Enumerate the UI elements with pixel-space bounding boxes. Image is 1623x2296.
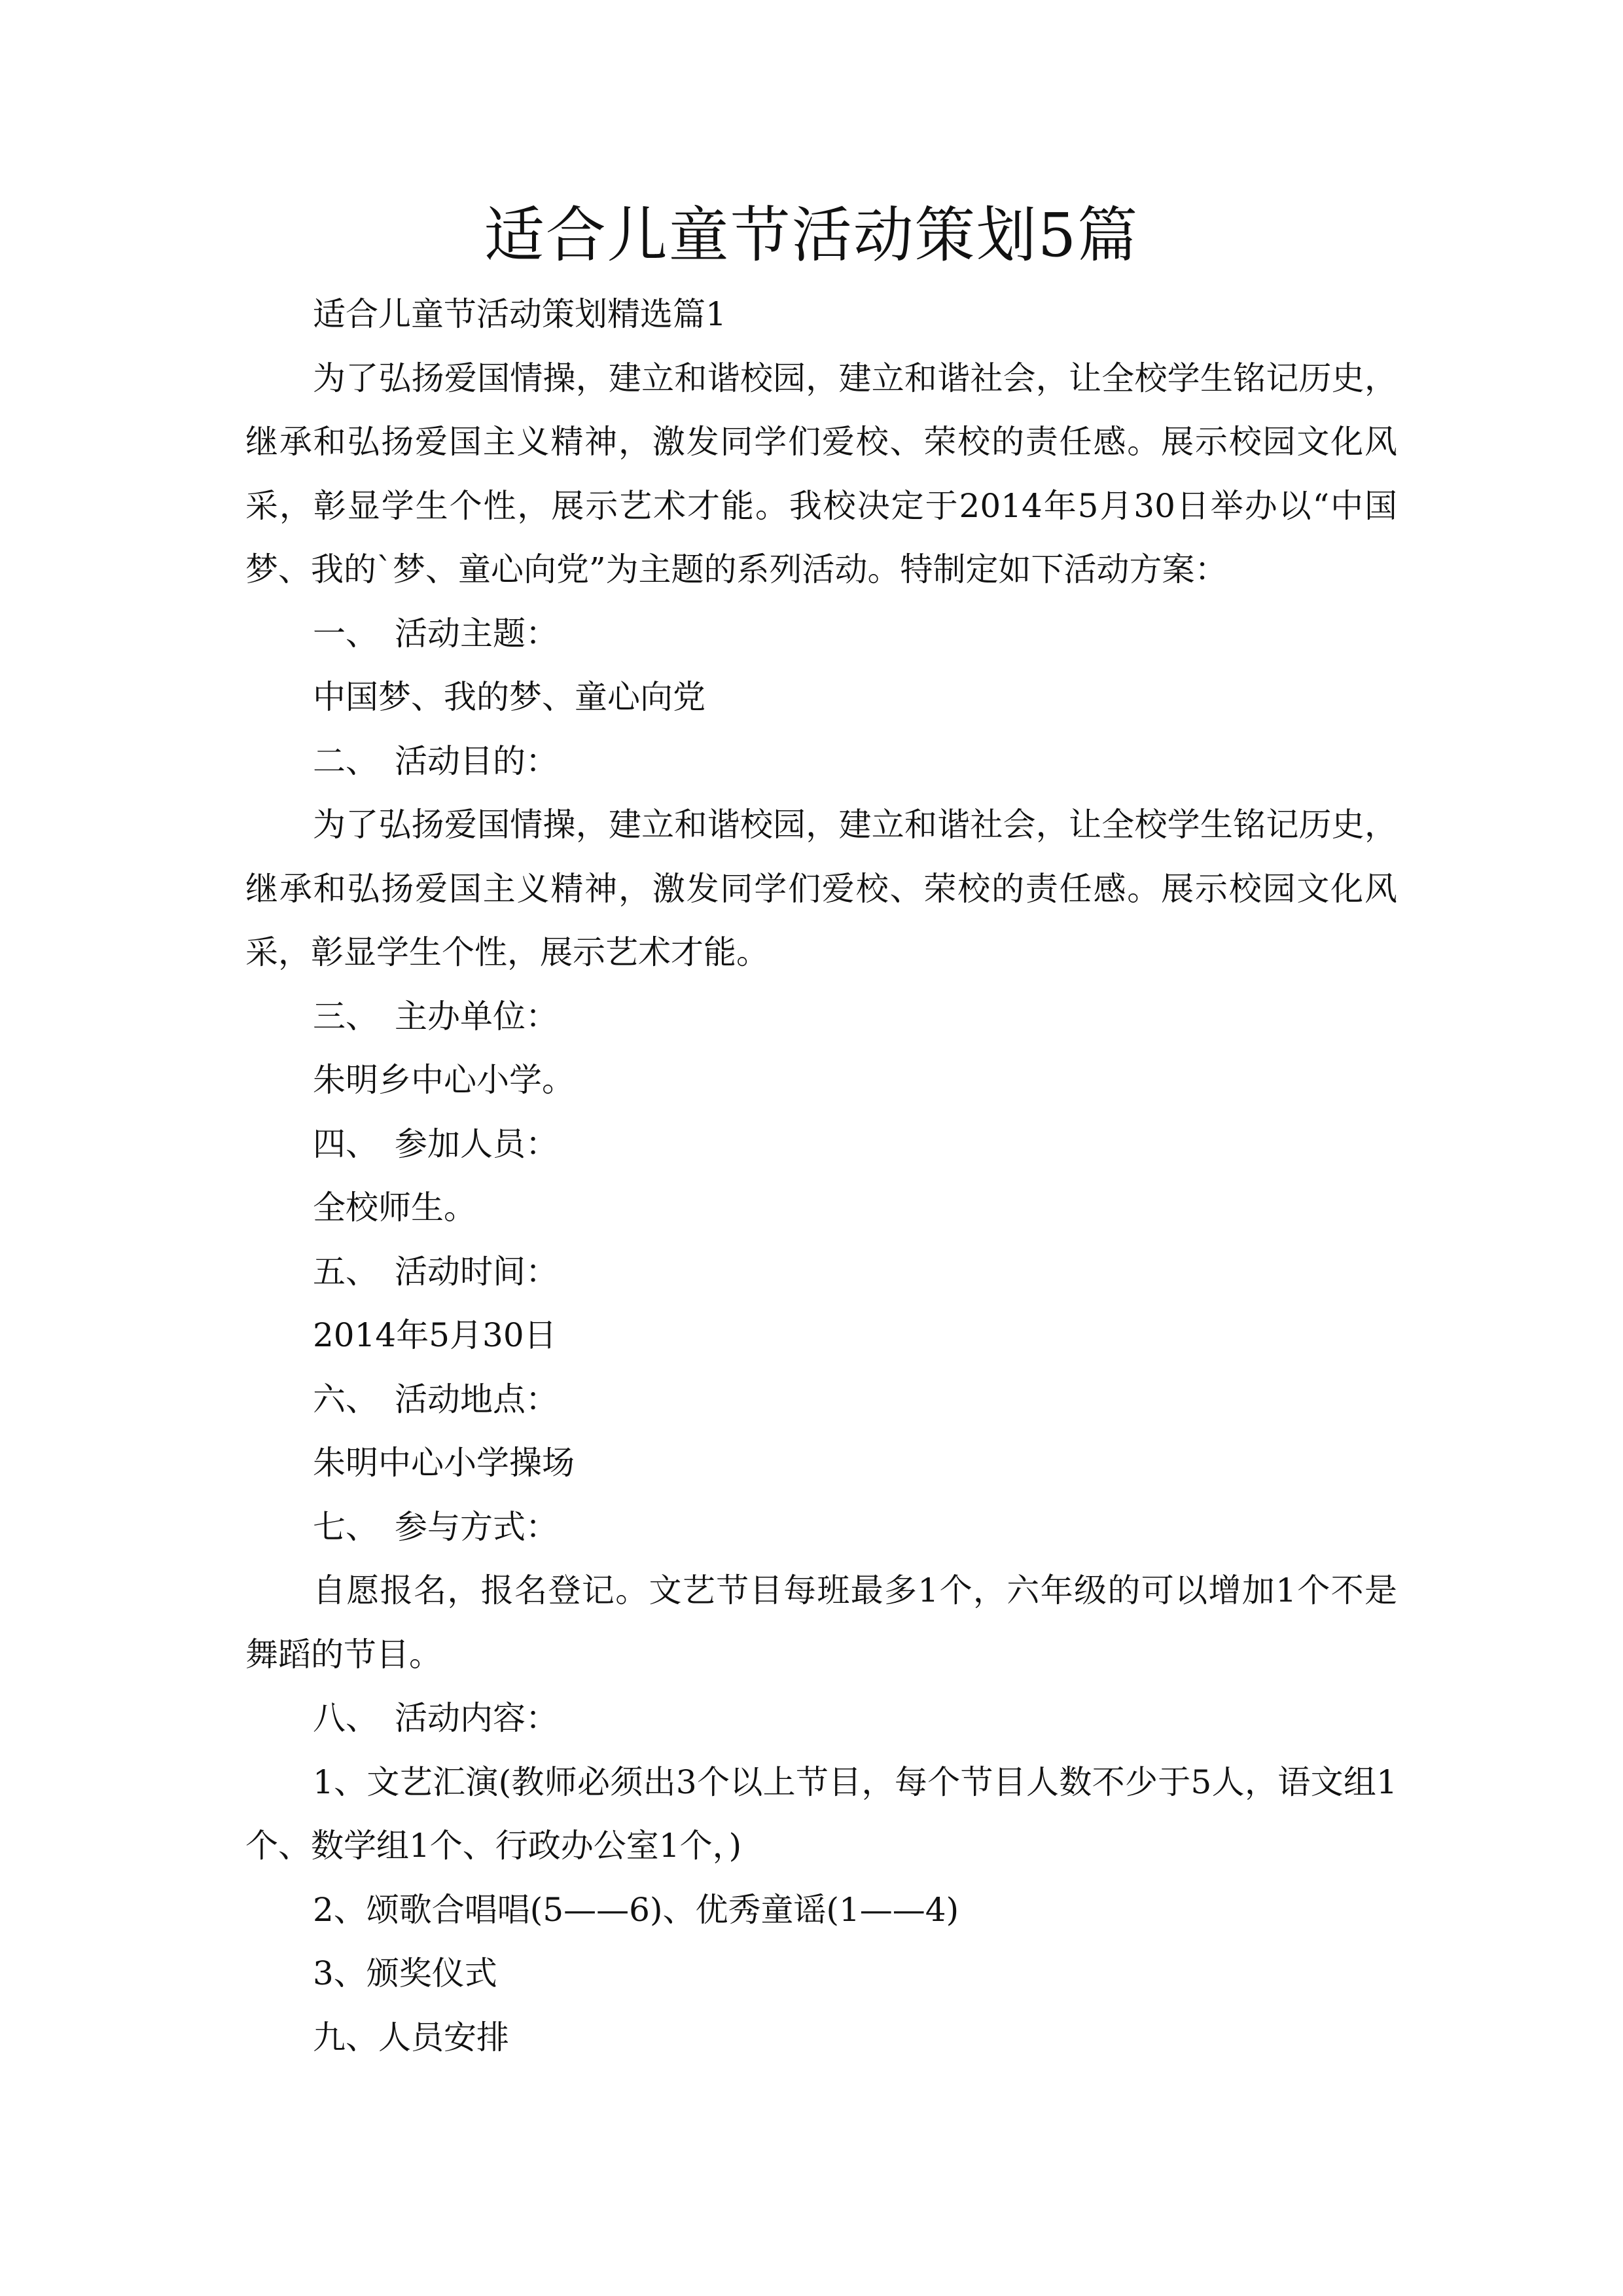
section-number: 七、 bbox=[313, 1507, 378, 1546]
section-heading-2 bbox=[245, 730, 1397, 794]
activity-item-2: 2、颂歌合唱唱(5——6)、优秀童谣(1——4) bbox=[313, 1890, 959, 1929]
section-number: 八、 bbox=[313, 1699, 378, 1737]
section-content-7: 自愿报名，报名登记。文艺节目每班最多1个，六年级的可以增加1个不是舞蹈的节目。 bbox=[245, 1571, 1397, 1674]
section-heading-7 bbox=[245, 1496, 1397, 1560]
section-number: 二、 bbox=[313, 742, 378, 780]
section-heading-5 bbox=[245, 1240, 1397, 1304]
section-content-5: 2014年5月30日 bbox=[313, 1316, 557, 1354]
section-heading-3 bbox=[245, 985, 1397, 1049]
section-label: 活动地点： bbox=[395, 1380, 558, 1418]
section-number: 四、 bbox=[313, 1124, 378, 1163]
section-heading-9: 九、人员安排 bbox=[313, 2018, 509, 2056]
section-label: 参加人员： bbox=[395, 1124, 558, 1163]
section-number: 三、 bbox=[313, 997, 378, 1035]
section-label: 活动时间： bbox=[395, 1252, 558, 1291]
section-content-3: 朱明乡中心小学。 bbox=[313, 1061, 575, 1099]
section-number: 五、 bbox=[313, 1252, 378, 1291]
subtitle: 适合儿童节活动策划精选篇1 bbox=[313, 295, 726, 333]
document-body bbox=[245, 283, 1397, 2070]
section-number: 一、 bbox=[313, 614, 378, 653]
section-content-4: 全校师生。 bbox=[313, 1189, 476, 1227]
activity-item-3: 3、颁奖仪式 bbox=[313, 1954, 497, 1992]
section-heading-4 bbox=[245, 1113, 1397, 1177]
section-label: 活动主题： bbox=[395, 614, 558, 653]
section-content-6: 朱明中心小学操场 bbox=[313, 1444, 575, 1482]
intro-paragraph: 为了弘扬爱国情操，建立和谐校园，建立和谐社会，让全校学生铭记历史，继承和弘扬爱国主义精神，激发同学们爱校、荣校的责任感。展示校园文化风采，彰显学生个性，展示艺术才能。我校决定于2014年5月30日举办以“中国梦、我的`梦、童心向党”为主题的系列活动。特制定如下活动方案： bbox=[245, 359, 1397, 588]
section-heading-6 bbox=[245, 1368, 1397, 1432]
section-heading-1 bbox=[245, 602, 1397, 666]
section-number: 六、 bbox=[313, 1380, 378, 1418]
section-label: 参与方式： bbox=[395, 1507, 558, 1546]
section-label: 活动内容： bbox=[395, 1699, 558, 1737]
document-title: 适合儿童节活动策划5篇 bbox=[484, 200, 1139, 270]
section-content-2: 为了弘扬爱国情操，建立和谐校园，建立和谐社会，让全校学生铭记历史，继承和弘扬爱国主义精神，激发同学们爱校、荣校的责任感。展示校园文化风采，彰显学生个性，展示艺术才能。 bbox=[245, 806, 1397, 971]
section-label: 活动目的： bbox=[395, 742, 558, 780]
section-heading-8 bbox=[245, 1687, 1397, 1751]
section-label: 主办单位： bbox=[395, 997, 558, 1035]
section-content-1: 中国梦、我的梦、童心向党 bbox=[313, 678, 705, 716]
activity-item-1: 1、文艺汇演(教师必须出3个以上节目，每个节目人数不少于5人，语文组1个、数学组1个、行政办公室1个，) bbox=[245, 1763, 1397, 1865]
